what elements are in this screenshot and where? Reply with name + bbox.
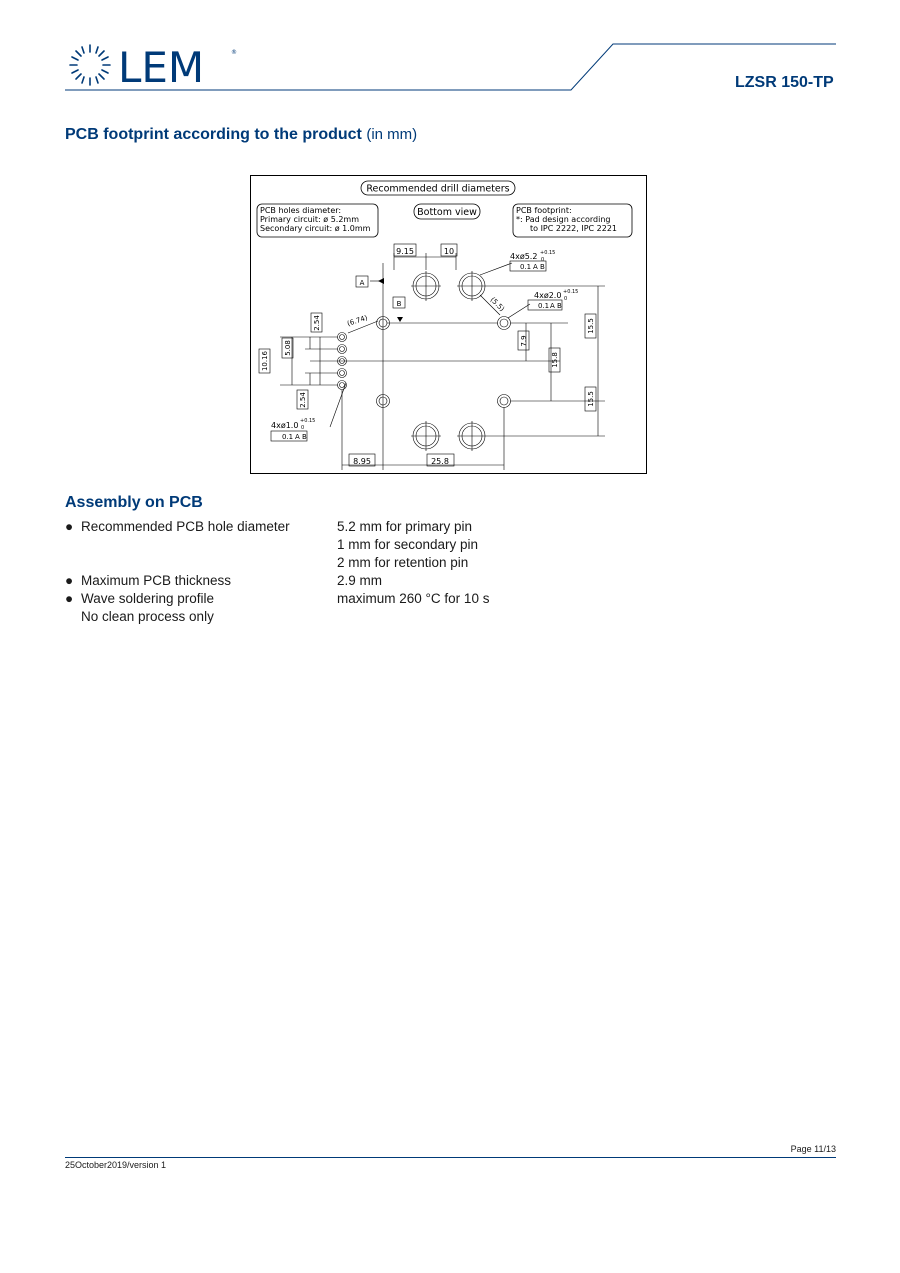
svg-text:2.54: 2.54 — [299, 392, 307, 408]
sunburst-icon — [70, 45, 110, 85]
svg-text:25.8: 25.8 — [431, 457, 449, 466]
svg-text:+0.15: +0.15 — [563, 289, 579, 295]
page-number: Page 11/13 — [790, 1144, 836, 1154]
svg-text:5.08: 5.08 — [284, 340, 292, 356]
logo-text: LEM — [118, 43, 205, 90]
assembly-item-soldering: ● Wave soldering profile — [65, 591, 215, 606]
svg-text:4xø2.0: 4xø2.0 — [534, 291, 562, 300]
assembly-note: No clean process only — [81, 609, 214, 624]
footer-rule — [65, 1157, 836, 1158]
svg-text:0.1: 0.1 — [520, 263, 532, 271]
svg-text:A B: A B — [550, 302, 562, 310]
svg-text:0: 0 — [564, 296, 568, 302]
svg-text:15.5: 15.5 — [587, 318, 595, 334]
svg-text:0.1: 0.1 — [538, 302, 550, 310]
svg-text:A B: A B — [533, 263, 545, 271]
svg-text:15.5: 15.5 — [587, 391, 595, 407]
svg-text:8.95: 8.95 — [353, 457, 371, 466]
svg-text:15.8: 15.8 — [551, 352, 559, 368]
svg-text:10: 10 — [443, 247, 455, 256]
svg-text:®: ® — [231, 49, 237, 56]
lem-logo — [64, 40, 244, 90]
svg-text:(6.74): (6.74) — [346, 313, 369, 328]
svg-text:*: Pad design according: *: Pad design according — [516, 215, 611, 224]
svg-text:Secondary circuit: ø 1.0mm: Secondary circuit: ø 1.0mm — [260, 224, 371, 233]
svg-text:A: A — [359, 279, 365, 287]
svg-text:+0.15: +0.15 — [300, 418, 316, 424]
svg-text:(5.5): (5.5) — [488, 295, 506, 314]
drill-title: Recommended drill diameters — [366, 183, 510, 195]
version-date: 25October2019/version 1 — [65, 1160, 167, 1170]
svg-text:0.1: 0.1 — [282, 433, 294, 441]
svg-text:A B: A B — [295, 433, 307, 441]
svg-text:Primary circuit: ø 5.2mm: Primary circuit: ø 5.2mm — [260, 215, 360, 224]
svg-text:10.16: 10.16 — [261, 350, 269, 372]
svg-text:PCB footprint:: PCB footprint: — [516, 206, 572, 215]
svg-text:2.54: 2.54 — [313, 315, 321, 331]
assembly-item-hole-diameter: ● Recommended PCB hole diameter — [65, 519, 290, 534]
svg-text:0: 0 — [301, 425, 305, 431]
footprint-heading: PCB footprint according to the product (in mm) — [65, 126, 418, 143]
svg-text:7.9: 7.9 — [520, 335, 528, 347]
svg-text:PCB holes diameter:: PCB holes diameter: — [260, 206, 342, 215]
svg-text:9.15: 9.15 — [396, 247, 414, 256]
product-name: LZSR 150-TP — [735, 74, 834, 91]
svg-text:B: B — [396, 300, 402, 308]
assembly-heading: Assembly on PCB — [65, 494, 203, 511]
svg-text:to IPC 2222, IPC 2221: to IPC 2222, IPC 2221 — [530, 224, 618, 233]
svg-text:4xø1.0: 4xø1.0 — [271, 421, 299, 430]
svg-text:+0.15: +0.15 — [540, 250, 556, 256]
assembly-item-thickness: ● Maximum PCB thickness — [65, 573, 232, 588]
svg-text:Bottom view: Bottom view — [417, 207, 477, 218]
pcb-footprint-drawing — [250, 175, 647, 474]
svg-text:4xø5.2: 4xø5.2 — [510, 252, 538, 261]
svg-text:0: 0 — [541, 257, 545, 263]
